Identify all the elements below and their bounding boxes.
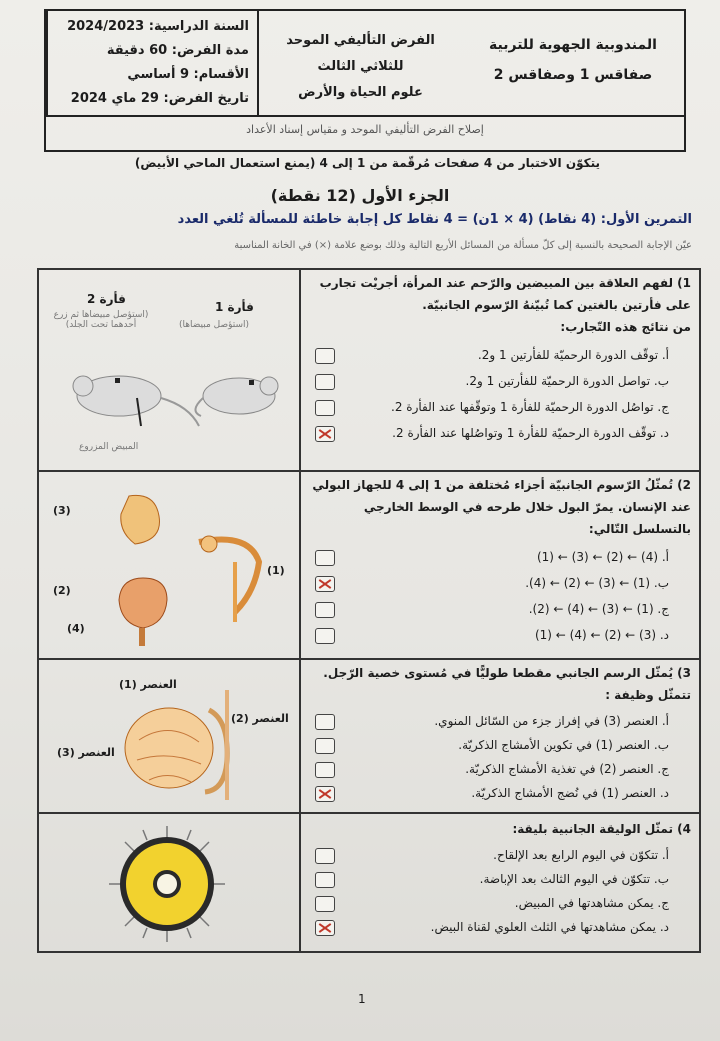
egg-cell-icon	[107, 824, 227, 944]
option-b: ب. (1) ← (3) ← (2) ← (4).	[525, 576, 669, 590]
header-left-cell	[46, 11, 257, 115]
exercise-instruction: عيّن الإجابة الصحيحة بالنسبة إلى كلّ مسألة من المسائل الأربع التالية وذلك بوضع علامة (×) في الخانة المناسبة	[234, 240, 692, 251]
option-a: أ. العنصر (3) في إفراز جزء من السّائل المنوي.	[434, 714, 669, 728]
mice-illustration	[49, 356, 289, 456]
question-stem: بالتسلسل التّالي:	[588, 522, 691, 536]
answer-checkbox[interactable]	[315, 550, 335, 566]
question-row	[39, 270, 699, 472]
option-d: د. يمكن مشاهدتها في الثلث العلوي لقناة البيض.	[430, 920, 669, 934]
label-1: (1)	[267, 564, 285, 577]
question-stem: 4) تمثّل الوليقة الجانبية بليقة:	[512, 822, 691, 836]
exam-duration: مدة الفرض: 60 دقيقة	[106, 43, 249, 58]
question-row	[39, 814, 699, 951]
mouse2-title: فأرة 2	[87, 292, 126, 306]
option-c: ج. تواصُل الدورة الرحميّة للفأرة 1 وتوقّفها عند الفأرة 2.	[391, 400, 669, 414]
label-3: (3)	[53, 504, 71, 517]
answer-checkbox-checked[interactable]	[315, 786, 335, 802]
exam-title: الفرض التأليفي الموحد	[286, 33, 435, 48]
option-b: ب. تتكوّن في اليوم الثالث بعد الإباضة.	[479, 872, 669, 886]
element-3-label: العنصر (3)	[57, 746, 115, 759]
question-4	[301, 814, 699, 951]
option-d: د. توقّف الدورة الرحميّة للفأرة 1 وتواصُلها عند الفأرة 2.	[392, 426, 669, 440]
option-b: ب. العنصر (1) في تكوين الأمشاج الذكريّة.	[458, 738, 669, 752]
exam-classes: الأقسام: 9 أساسي	[127, 67, 249, 82]
header-table	[44, 9, 686, 152]
header-center-cell	[257, 11, 462, 115]
element-2-label: العنصر (2)	[231, 712, 289, 725]
answer-checkbox[interactable]	[315, 628, 335, 644]
option-a: أ. تتكوّن في اليوم الرابع بعد الإلقاح.	[493, 848, 669, 862]
question-row	[39, 660, 699, 814]
correction-note: إصلاح الفرض التأليفي الموحد و مقياس إسناد الأعداد	[246, 123, 484, 136]
option-c: ج. (1) ← (3) ← (4) ← (2).	[528, 602, 669, 616]
label-2: (2)	[53, 584, 71, 597]
option-c: ج. العنصر (2) في تغذية الأمشاج الذكريّة.	[465, 762, 669, 776]
answer-checkbox[interactable]	[315, 374, 335, 390]
answer-checkbox[interactable]	[315, 400, 335, 416]
answer-checkbox[interactable]	[315, 714, 335, 730]
question-stem: 2) تُمثّلُ الرّسوم الجانبيّة أجزاء مُختلفة من 1 إلى 4 للجهاز البولي	[312, 478, 691, 492]
answer-checkbox-checked[interactable]	[315, 576, 335, 592]
label-4: (4)	[67, 622, 85, 635]
graft-label: المبيض المزروع	[79, 442, 139, 452]
answer-checkbox[interactable]	[315, 738, 335, 754]
cell-figure	[39, 814, 297, 951]
question-stem: على فأرتين بالغتين كما تُبيّنهُ الرّسوم الجانبيّة.	[422, 298, 691, 312]
mouse1-caption: (استؤصل مبيضاها)	[179, 320, 250, 330]
exam-date: تاريخ الفرض: 29 ماي 2024	[70, 91, 249, 106]
authority-name: المندوبية الجهوية للتربية	[489, 37, 657, 53]
exam-intro: يتكوّن الاختبار من 4 صفحات مُرقّمة من 1 إلى 4 (يمنع استعمال الماحي الأبيض)	[134, 156, 600, 170]
question-row	[39, 472, 699, 660]
answer-checkbox[interactable]	[315, 848, 335, 864]
testis-figure	[39, 660, 297, 812]
school-year: السنة الدراسية: 2024/2023	[67, 19, 249, 34]
exam-subject: علوم الحياة والأرض	[298, 85, 423, 100]
answer-checkbox-checked[interactable]	[315, 426, 335, 442]
answer-checkbox[interactable]	[315, 762, 335, 778]
part-title: الجزء الأول (12 نقطة)	[270, 186, 450, 205]
region-name: صفاقس 1 وصفاقس 2	[493, 67, 653, 83]
urinary-illustration	[59, 482, 289, 652]
question-stem: عند الإنسان. يمرّ البول خلال طرحه في الوسط الخارجي	[363, 500, 691, 514]
question-2	[301, 472, 699, 658]
answer-checkbox[interactable]	[315, 348, 335, 364]
header-right-cell	[462, 11, 684, 115]
question-stem: 3) يُمثّل الرسم الجانبي مقطعا طوليًّا في مُستوى خصية الرّجل.	[323, 666, 691, 680]
urinary-figure	[39, 472, 297, 658]
option-c: ج. يمكن مشاهدتها في المبيض.	[514, 896, 669, 910]
exercise-title: التمرين الأول: (4 نقاط) (4 × 1ن) = 4 نقاط كل إجابة خاطئة للمسألة تُلغي العدد	[177, 212, 692, 227]
option-d: د. العنصر (1) في نُضج الأمشاج الذكريّة.	[471, 786, 669, 800]
question-stem: من نتائج هذه التّجارب:	[560, 320, 691, 334]
answer-checkbox[interactable]	[315, 896, 335, 912]
element-1-label: العنصر (1)	[119, 678, 177, 691]
mouse2-caption: (استؤصل مبيضاها ثم زرع أحدهما تحت الجلد)	[53, 310, 149, 330]
header-divider	[46, 115, 684, 117]
question-stem: تتمثّل وظيفة :	[605, 688, 691, 702]
page-number: 1	[358, 992, 366, 1006]
question-1	[301, 270, 699, 470]
option-d: د. (3) ← (2) ← (4) ← (1)	[534, 628, 669, 642]
option-a: أ. (4) ← (2) ← (3) ← (1)	[536, 550, 669, 564]
testis-illustration	[109, 680, 259, 810]
answer-checkbox-checked[interactable]	[315, 920, 335, 936]
question-stem: 1) لفهم العلاقة بين المبيضين والرّحم عند المرأة، أجريْت تجارب	[319, 276, 691, 290]
exam-trimester: للثلاثي الثالث	[317, 59, 404, 74]
question-3	[301, 660, 699, 812]
option-a: أ. توقّف الدورة الرحميّة للفأرتين 1 و2.	[477, 348, 669, 362]
answer-checkbox[interactable]	[315, 602, 335, 618]
questions-grid	[37, 268, 701, 953]
mice-figure	[39, 270, 297, 470]
option-b: ب. تواصل الدورة الرحميّة للفأرتين 1 و2.	[465, 374, 669, 388]
answer-checkbox[interactable]	[315, 872, 335, 888]
mouse1-title: فأرة 1	[215, 300, 254, 314]
